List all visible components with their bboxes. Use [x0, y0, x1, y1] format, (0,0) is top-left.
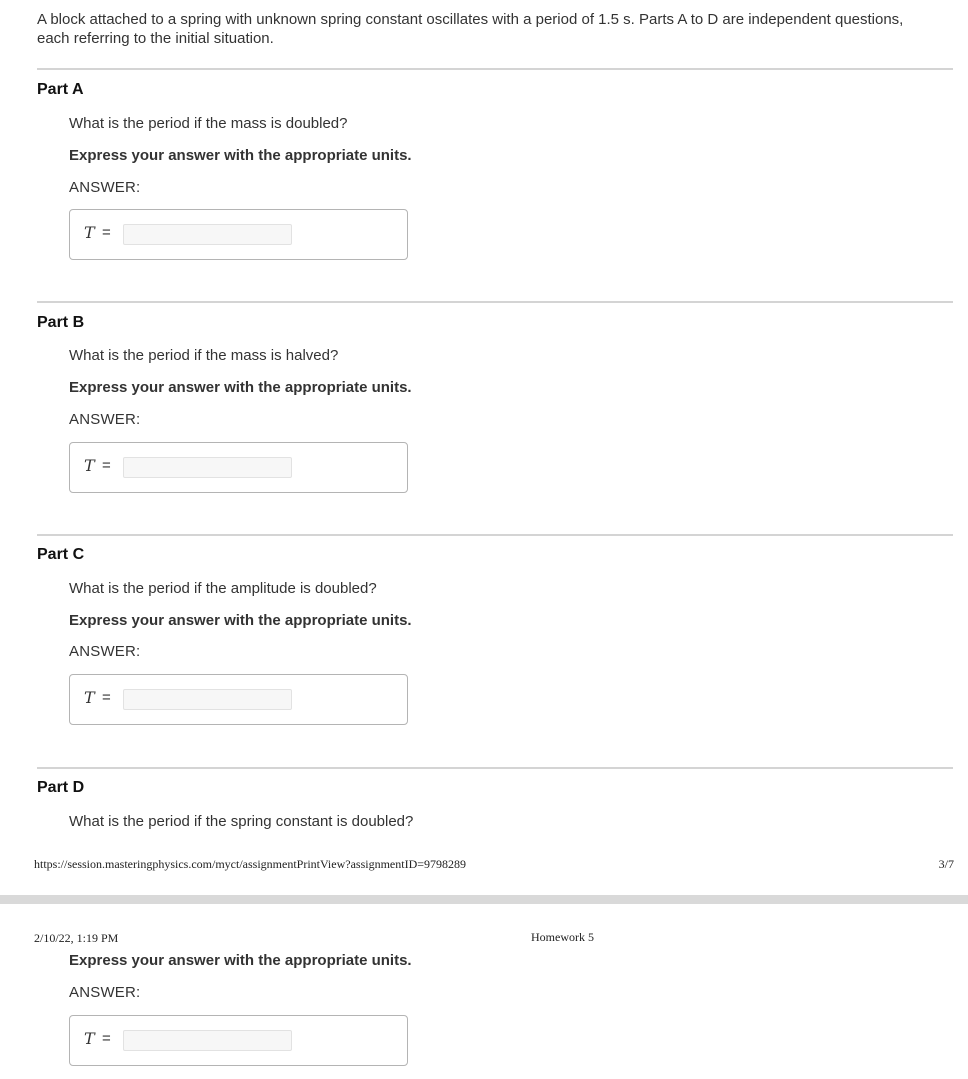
intro-text: A block attached to a spring with unknown spring constant oscillates with a period of 1.5 s. Parts A to D are independent questions, each referring to the initial situation. — [37, 11, 904, 47]
part-d-question: What is the period if the spring constant is doubled? — [69, 813, 414, 830]
part-c-answer-input[interactable] — [123, 689, 292, 710]
part-b-answer-label: ANSWER: — [69, 411, 141, 428]
header-date: 2/10/22, 1:19 PM — [34, 931, 119, 945]
divider — [37, 68, 953, 70]
part-b-answer-input[interactable] — [123, 457, 292, 478]
part-d-answer-label: ANSWER: — [69, 984, 141, 1001]
equals-sign: = — [102, 689, 111, 706]
page-break — [0, 895, 968, 904]
part-c-answer-label: ANSWER: — [69, 643, 141, 660]
part-a-title: Part A — [37, 81, 84, 98]
divider — [37, 301, 953, 303]
variable-t: T — [84, 456, 95, 475]
variable-t: T — [84, 1029, 95, 1048]
part-c-instruction: Express your answer with the appropriate units. — [69, 612, 412, 629]
part-c-title: Part C — [37, 546, 85, 563]
part-a-answer-box — [69, 209, 408, 260]
part-a-question: What is the period if the mass is doubled? — [69, 115, 348, 132]
footer-page-number: 3/7 — [938, 857, 954, 871]
part-b-title: Part B — [37, 314, 85, 331]
part-d-answer-input[interactable] — [123, 1030, 292, 1051]
variable-t: T — [84, 223, 95, 242]
part-b-question: What is the period if the mass is halved? — [69, 347, 339, 364]
part-d-answer-box — [69, 1015, 408, 1066]
part-c-answer-box — [69, 674, 408, 725]
equals-sign: = — [102, 224, 111, 241]
equals-sign: = — [102, 457, 111, 474]
part-a-answer-input[interactable] — [123, 224, 292, 245]
variable-t: T — [84, 688, 95, 707]
part-c-question: What is the period if the amplitude is doubled? — [69, 580, 377, 597]
part-b-answer-box — [69, 442, 408, 493]
part-a-answer-label: ANSWER: — [69, 179, 141, 196]
divider — [37, 767, 953, 769]
equals-sign: = — [102, 1030, 111, 1047]
part-d-instruction: Express your answer with the appropriate units. — [69, 952, 412, 969]
footer-url: https://session.masteringphysics.com/myct/assignmentPrintView?assignmentID=9798289 — [34, 857, 467, 871]
header-title: Homework 5 — [531, 930, 594, 944]
part-a-instruction: Express your answer with the appropriate units. — [69, 147, 412, 164]
part-b-instruction: Express your answer with the appropriate units. — [69, 379, 412, 396]
part-d-title: Part D — [37, 779, 85, 796]
divider — [37, 534, 953, 536]
